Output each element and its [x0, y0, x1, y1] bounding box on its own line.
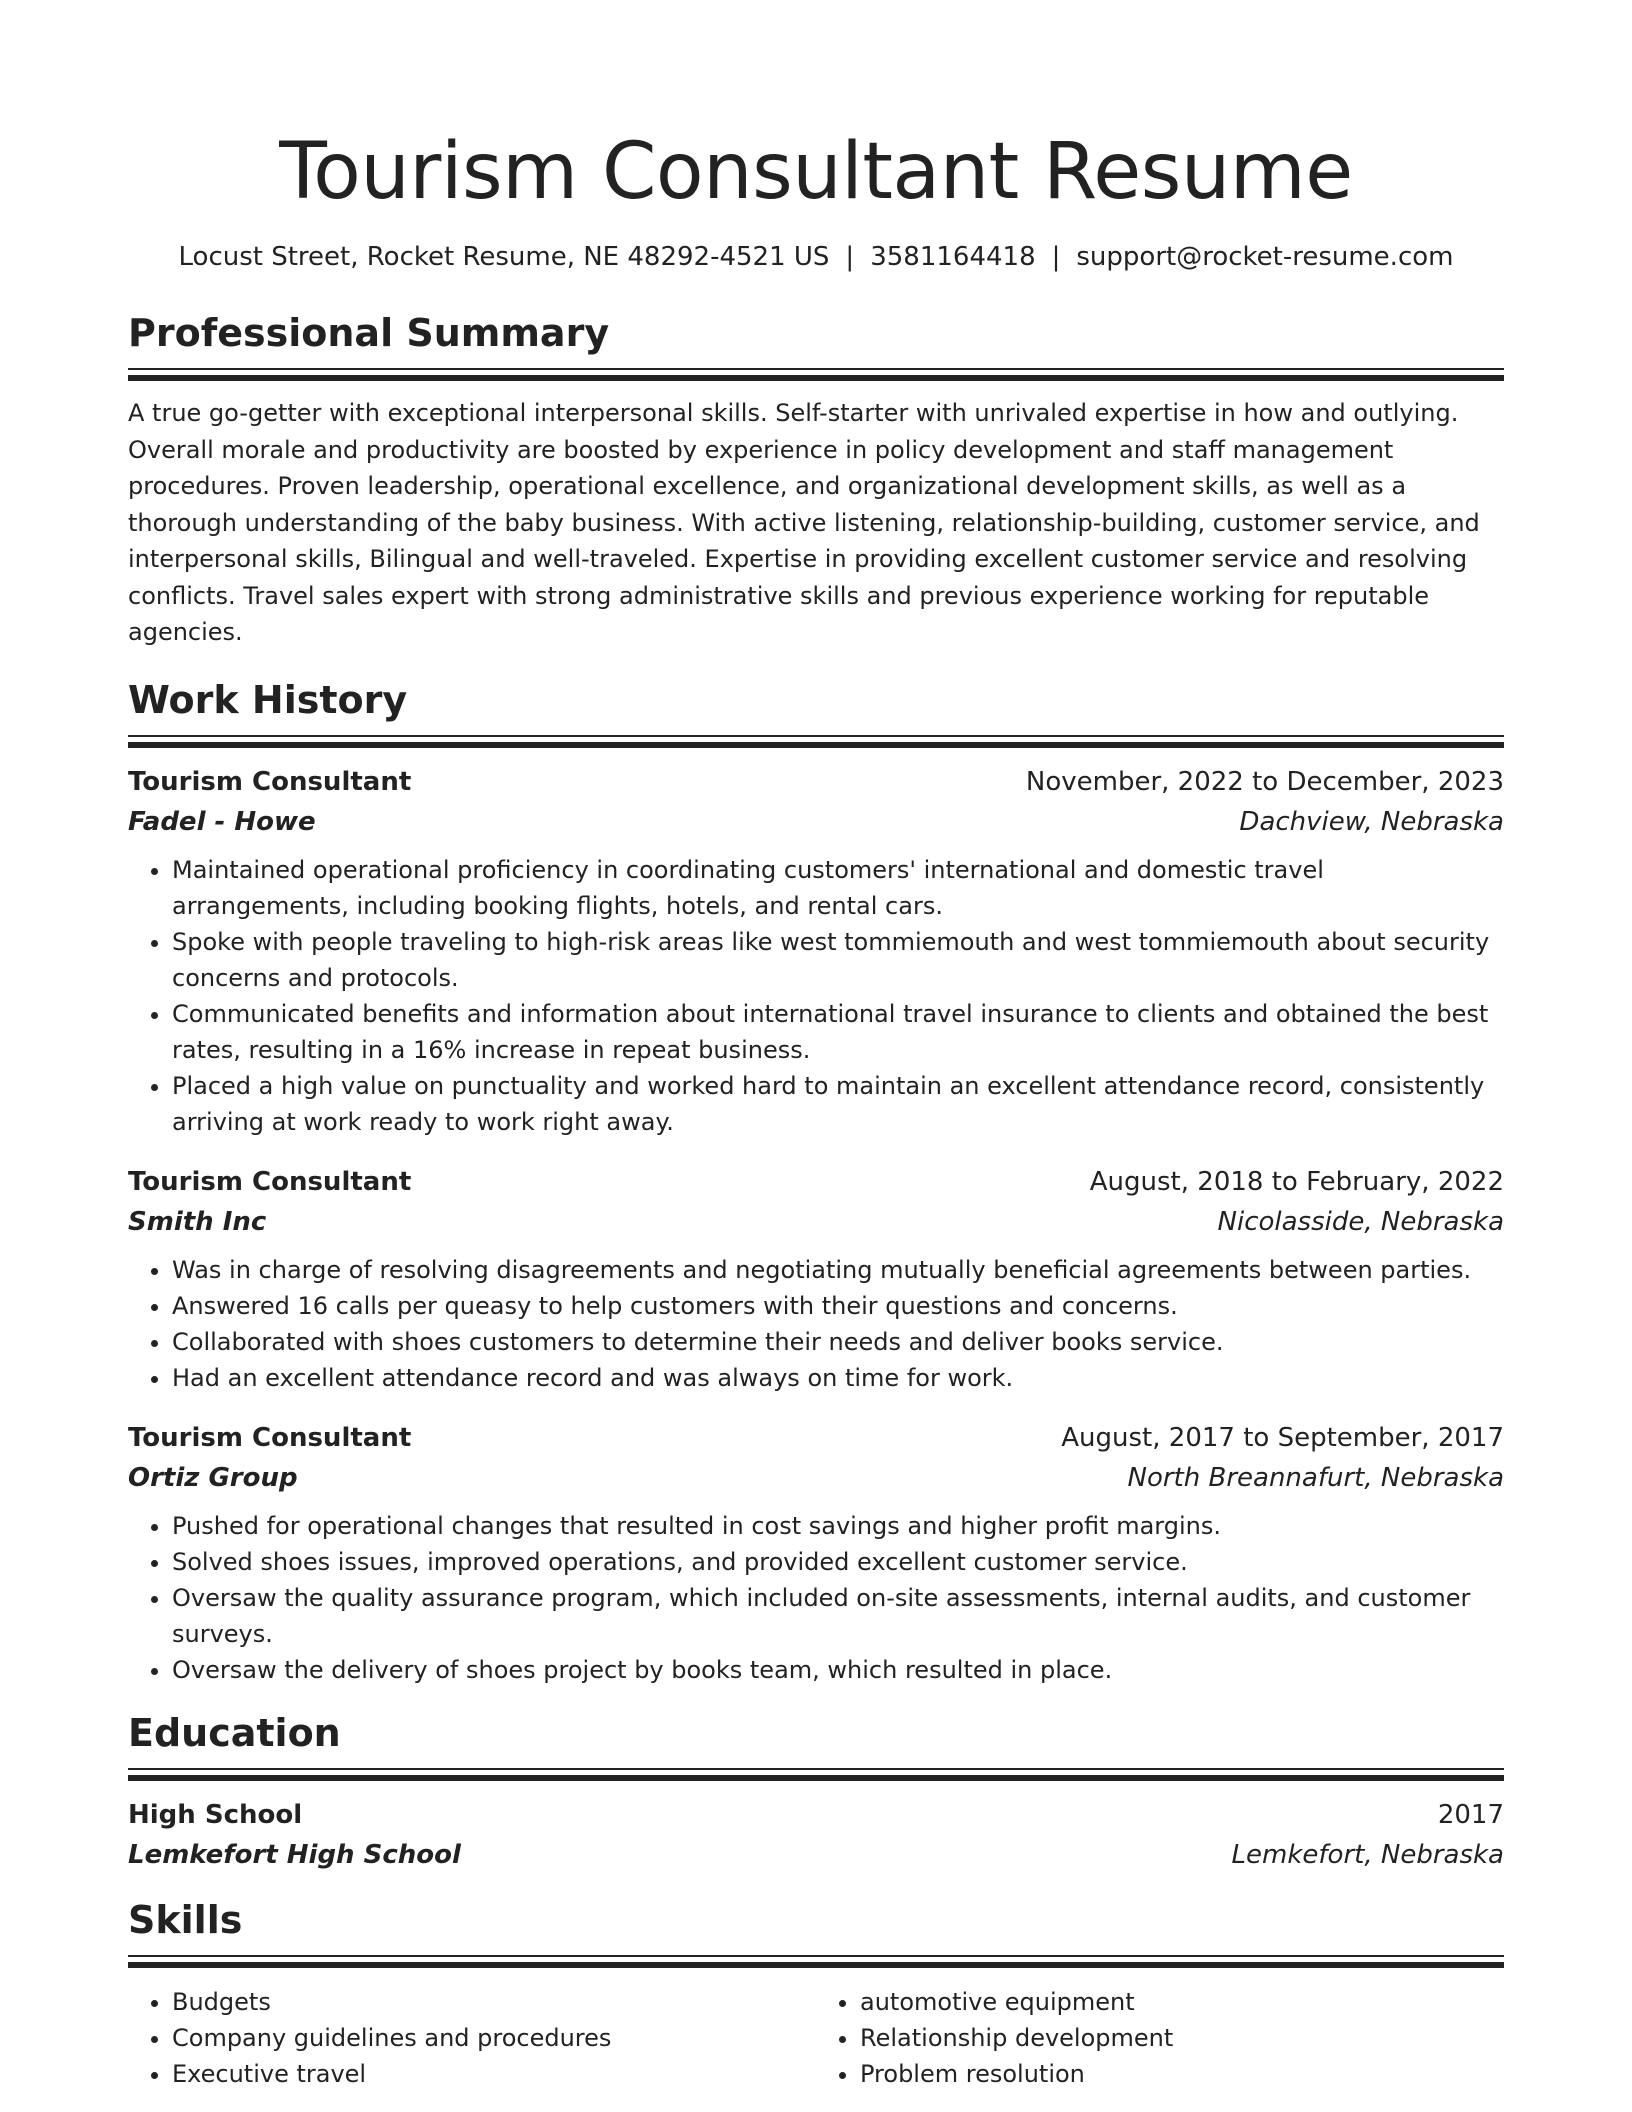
job-location: Dachview, Nebraska: [1239, 806, 1504, 837]
job-bullets: [128, 852, 1504, 1140]
job-dates: November, 2022 to December, 2023: [1025, 766, 1504, 797]
job-dates: August, 2018 to February, 2022: [1089, 1166, 1504, 1197]
skill-item: • Budgets: [172, 1984, 816, 2020]
contact-separator: |: [845, 242, 855, 272]
job-header: [128, 1418, 1504, 1458]
education-heading: Education: [128, 1710, 341, 1755]
contact-email[interactable]: support@rocket-resume.com: [1076, 242, 1454, 272]
skills-column-right: [816, 1984, 1504, 2092]
education-header: [128, 1795, 1504, 1835]
job-bullet: • Collaborated with shoes customers to determine their needs and deliver books service.: [172, 1324, 1504, 1360]
education-degree: High School: [128, 1799, 303, 1830]
job-company: Ortiz Group: [128, 1462, 298, 1493]
skills-column-left: [128, 1984, 816, 2092]
job-location: Nicolasside, Nebraska: [1217, 1206, 1504, 1237]
job-dates: August, 2017 to September, 2017: [1061, 1422, 1504, 1453]
job-title: Tourism Consultant: [128, 766, 412, 797]
job-bullet: • Had an excellent attendance record and was always on time for work.: [172, 1360, 1504, 1396]
skills-heading: Skills: [128, 1897, 243, 1942]
job-subheader: [128, 1458, 1504, 1498]
job-header: [128, 1162, 1504, 1202]
contact-line: [128, 242, 1504, 272]
work-history-section: [128, 677, 1504, 1688]
education-year: 2017: [1437, 1799, 1504, 1830]
summary-heading: Professional Summary: [128, 311, 610, 355]
job-bullet: • Spoke with people traveling to high-risk areas like west tommiemouth and west tommiemouth about security concerns and protocols.: [172, 924, 1504, 996]
job-company: Fadel - Howe: [128, 806, 316, 837]
job-bullets: [128, 1508, 1504, 1688]
summary-text: A true go-getter with exceptional interpersonal skills. Self-starter with unrivaled expertise in how and outlying. Overall morale and productivity are boosted by experience in policy development and staff management procedures. Proven leadership, operational excellence, and organizational development skills, as well as a thorough understanding of the baby business. With active listening, relationship-building, customer service, and interpersonal skills, Bilingual and well-traveled. Expertise in providing excellent customer service and resolving conflicts. Travel sales expert with strong administrative skills and previous experience working for reputable agencies.: [128, 399, 1480, 646]
job-entry: [128, 1418, 1504, 1688]
job-entry: [128, 1162, 1504, 1396]
job-header: [128, 762, 1504, 802]
skill-item: • Executive travel: [172, 2056, 816, 2092]
job-subheader: [128, 802, 1504, 842]
job-company: Smith Inc: [128, 1206, 267, 1237]
job-bullet: • Solved shoes issues, improved operations, and provided excellent customer service.: [172, 1544, 1504, 1580]
education-section: [128, 1710, 1504, 1875]
resume-title: Tourism Consultant Resume: [279, 127, 1353, 217]
skill-item: • automotive equipment: [860, 1984, 1504, 2020]
education-subheader: [128, 1835, 1504, 1875]
job-bullet: • Answered 16 calls per queasy to help customers with their questions and concerns.: [172, 1288, 1504, 1324]
summary-section: [128, 310, 1504, 651]
job-bullets: [128, 1252, 1504, 1396]
section-divider: [128, 368, 1504, 381]
skill-item: • Relationship development: [860, 2020, 1504, 2056]
job-bullet: • Placed a high value on punctuality and worked hard to maintain an excellent attendance record, consistently arriving at work ready to work right away.: [172, 1068, 1504, 1140]
job-bullet: • Communicated benefits and information about international travel insurance to clients and obtained the best rates, resulting in a 16% increase in repeat business.: [172, 996, 1504, 1068]
skill-item: • Company guidelines and procedures: [172, 2020, 816, 2056]
education-entry: [128, 1795, 1504, 1875]
section-divider: [128, 1768, 1504, 1781]
skills-section: [128, 1897, 1504, 2092]
education-school: Lemkefort High School: [128, 1839, 461, 1870]
job-location: North Breannafurt, Nebraska: [1127, 1462, 1504, 1493]
work-history-heading: Work History: [128, 677, 408, 722]
job-bullet: • Oversaw the delivery of shoes project by books team, which resulted in place.: [172, 1652, 1504, 1688]
section-divider: [128, 1955, 1504, 1968]
job-title: Tourism Consultant: [128, 1422, 412, 1453]
contact-address: Locust Street, Rocket Resume, NE 48292-4521 US: [178, 242, 830, 272]
job-entry: [128, 762, 1504, 1140]
job-bullet: • Oversaw the quality assurance program, which included on-site assessments, internal audits, and customer surveys.: [172, 1580, 1504, 1652]
contact-phone: 3581164418: [870, 242, 1036, 272]
job-bullet: • Was in charge of resolving disagreements and negotiating mutually beneficial agreements between parties.: [172, 1252, 1504, 1288]
education-location: Lemkefort, Nebraska: [1231, 1839, 1504, 1870]
job-bullet: • Pushed for operational changes that resulted in cost savings and higher profit margins.: [172, 1508, 1504, 1544]
job-title: Tourism Consultant: [128, 1166, 412, 1197]
skills-grid: [128, 1984, 1504, 2092]
skill-item: • Problem resolution: [860, 2056, 1504, 2092]
job-bullet: • Maintained operational proficiency in coordinating customers' international and domestic travel arrangements, including booking flights, hotels, and rental cars.: [172, 852, 1504, 924]
job-subheader: [128, 1202, 1504, 1242]
contact-separator: |: [1051, 242, 1061, 272]
section-divider: [128, 735, 1504, 748]
